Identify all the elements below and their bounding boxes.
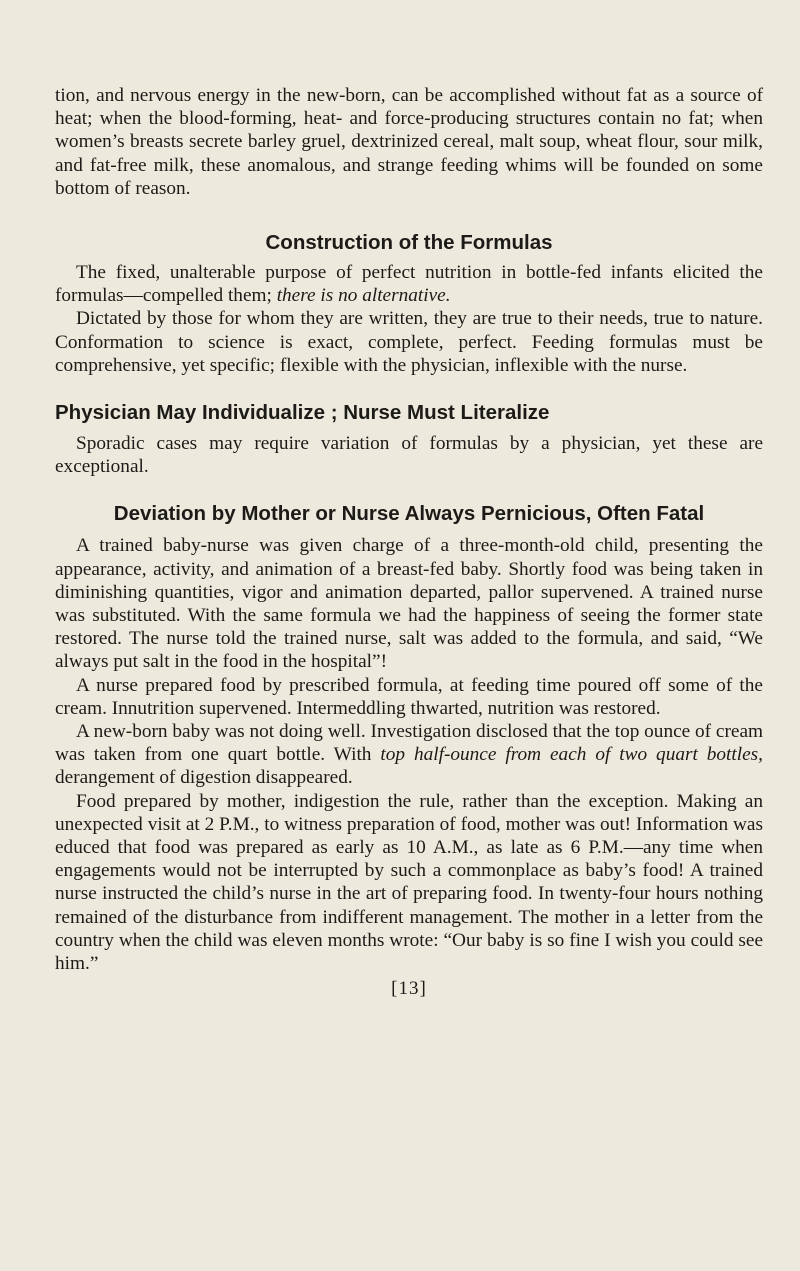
heading-construction-of-formulas: Construction of the Formulas [265, 231, 553, 255]
paragraph-new-born-ending: derangement of digestion disappeared. [55, 767, 353, 789]
paragraph-fixed-purpose [55, 261, 763, 307]
paragraph-new-born-baby [55, 720, 763, 790]
heading-physician-individualize: Physician May Individualize ; Nurse Must Literalize [55, 401, 550, 425]
paragraph-trained-baby-nurse: A trained baby-nurse was given charge of a three-month-old child, presenting the appearance, activity, and animation of a breast-fed baby. Shortly food was being taken in diminishing quantities, vigor and animation departed, pallor supervened. A trained nurse was substituted. With the same formula we had the happiness of seeing the former state restored. The nurse told the trained nurse, salt was added to the formula, and said, “We always put salt in the food in the hospital”! [55, 535, 763, 673]
paragraph-nurse-poured-cream: A nurse prepared food by prescribed formula, at feeding time poured off some of the cream. Innutrition supervened. Intermeddling thwarted, nutrition was restored. [55, 674, 763, 719]
paragraph-fixed-purpose-text: The fixed, unalterable purpose of perfect nutrition in bottle-fed infants elicited the formulas—compelled them; [55, 262, 763, 307]
page-number: [13] [391, 978, 427, 1000]
emphasis-no-alternative: there is no alternative. [276, 285, 451, 307]
paragraph-continuation: tion, and nervous energy in the new-born, can be accomplished without fat as a source of heat; when the blood-forming, heat- and force-producing structures contain no fat; when women’s breasts secrete barley gruel, dextrinized cereal, malt soup, wheat flour, sour milk, and fat-free milk, these anomalous, and strange feeding whims will be founded on some bottom of reason. [55, 85, 763, 199]
heading-deviation-pernicious: Deviation by Mother or Nurse Always Pernicious, Often Fatal [113, 502, 705, 526]
paragraph-sporadic-cases: Sporadic cases may require variation of formulas by a physician, yet these are exceptional. [55, 433, 763, 478]
paragraph-food-by-mother: Food prepared by mother, indigestion the rule, rather than the exception. Making an unexpected visit at 2 P.M., to witness preparation of food, mother was out! Information was educed that food was prepared as early as 10 A.M., as late as 6 P.M.—any time when engagements would not be interrupted by such a commonplace as baby’s food! A trained nurse instructed the child’s nurse in the art of preparing food. In twenty-four hours nothing remained of the disturbance from indifferent management. The mother in a letter from the country when the child was eleven months wrote: “Our baby is so fine I wish you could see him.” [55, 790, 763, 975]
paragraph-dictated: Dictated by those for whom they are written, they are true to their needs, true to nature. Conformation to science is exact, complete, perfect. Feeding formulas must be comprehensive, yet specific; flexible with the physician, inflexible with the nurse. [55, 308, 763, 376]
book-page [55, 84, 763, 1001]
paragraph-new-born-text: A new-born baby was not doing well. Investigation disclosed that the top ounce of cream was taken from one quart bottle. With [55, 721, 763, 766]
emphasis-top-half-ounce: top half-ounce from each of two quart bottles, [380, 744, 764, 766]
